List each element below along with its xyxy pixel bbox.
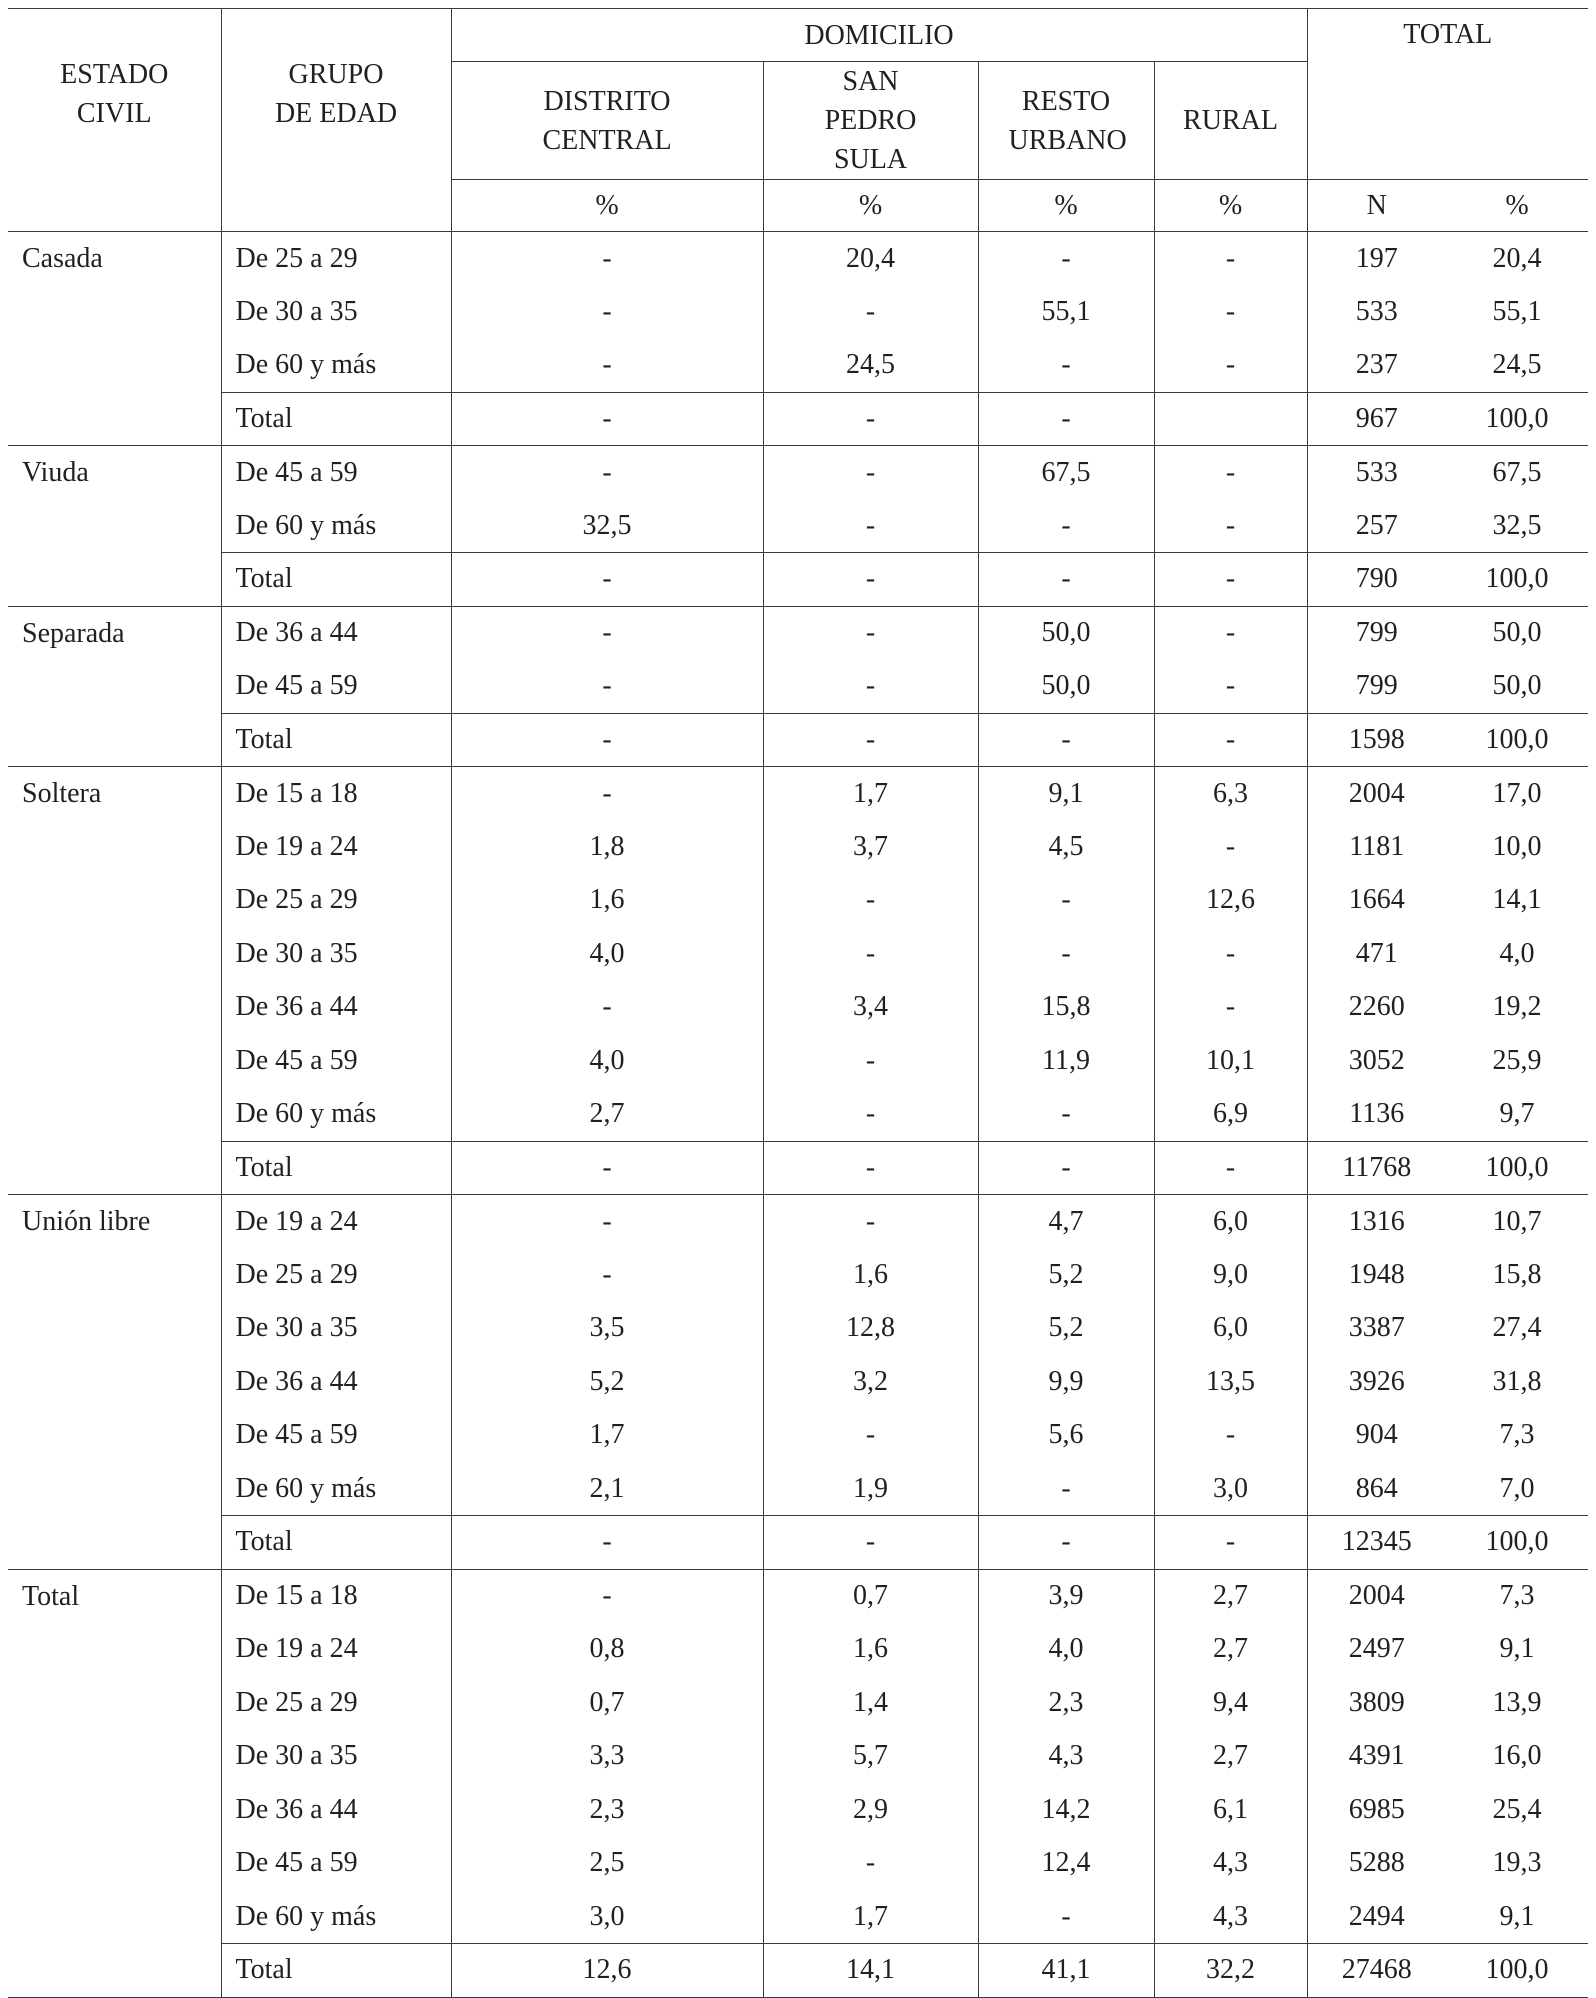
resto-urbano-cell: 4,5 xyxy=(978,820,1154,874)
resto-urbano-cell: - xyxy=(978,927,1154,981)
rural-cell: - xyxy=(1154,660,1307,714)
san-pedro-sula-cell: - xyxy=(763,660,978,714)
distrito-central-cell: 4,0 xyxy=(451,927,763,981)
total-pct-cell: 67,5 xyxy=(1446,446,1588,500)
header-pct: % xyxy=(978,180,1154,232)
table-row xyxy=(8,1783,1588,1837)
total-n-cell: 6985 xyxy=(1307,1783,1446,1837)
age-group-cell: De 36 a 44 xyxy=(221,981,451,1035)
total-pct-cell: 50,0 xyxy=(1446,606,1588,660)
subtotal-label: Total xyxy=(221,1944,451,1998)
resto-urbano-cell: 9,9 xyxy=(978,1355,1154,1409)
san-pedro-sula-cell: 1,6 xyxy=(763,1248,978,1302)
total-n-cell: 533 xyxy=(1307,285,1446,339)
header-distrito-central: DISTRITO CENTRAL xyxy=(451,62,763,180)
total-n-cell: 2494 xyxy=(1307,1890,1446,1944)
table-row xyxy=(8,1623,1588,1677)
rural-cell: 6,3 xyxy=(1154,767,1307,821)
total-n-cell: 197 xyxy=(1307,232,1446,286)
san-pedro-sula-cell: 1,4 xyxy=(763,1676,978,1730)
total-n-cell: 1598 xyxy=(1307,713,1446,767)
age-group-cell: De 30 a 35 xyxy=(221,1302,451,1356)
table-row xyxy=(8,499,1588,553)
distrito-central-cell: 3,0 xyxy=(451,1890,763,1944)
total-pct-cell: 7,0 xyxy=(1499,1472,1535,1504)
resto-urbano-cell: - xyxy=(978,1516,1154,1570)
total-n-cell: 1136 xyxy=(1307,1088,1446,1142)
san-pedro-sula-cell: - xyxy=(763,1516,978,1570)
rural-cell: 13,5 xyxy=(1154,1355,1307,1409)
distrito-central-cell: - xyxy=(451,446,763,500)
rural-cell: 6,1 xyxy=(1154,1783,1307,1837)
age-group-cell: De 45 a 59 xyxy=(221,446,451,500)
table-row xyxy=(8,874,1588,928)
age-group-cell: De 19 a 24 xyxy=(221,820,451,874)
rural-cell: 12,6 xyxy=(1154,874,1307,928)
total-n-cell: 533 xyxy=(1307,446,1446,500)
resto-urbano-cell: 9,1 xyxy=(978,767,1154,821)
total-pct-cell: 25,4 xyxy=(1492,1793,1542,1825)
total-n-cell: 904 xyxy=(1307,1409,1446,1463)
rural-cell: 6,9 xyxy=(1154,1088,1307,1142)
total-pct-cell: 31,8 xyxy=(1492,1365,1542,1397)
rural-cell: - xyxy=(1154,713,1307,767)
total-n-cell: 3052 xyxy=(1307,1034,1446,1088)
header-rural: RURAL xyxy=(1154,62,1307,180)
distrito-central-cell: 1,7 xyxy=(451,1409,763,1463)
estado-civil-cell: Viuda xyxy=(8,446,221,607)
table-row xyxy=(8,1088,1588,1142)
distrito-central-cell: 0,7 xyxy=(451,1676,763,1730)
resto-urbano-cell: 14,2 xyxy=(978,1783,1154,1837)
distrito-central-cell: 1,8 xyxy=(451,820,763,874)
table-row xyxy=(8,232,1588,286)
san-pedro-sula-cell: 5,7 xyxy=(763,1730,978,1784)
age-group-cell: De 19 a 24 xyxy=(221,1195,451,1249)
age-group-cell: De 36 a 44 xyxy=(221,606,451,660)
rural-cell xyxy=(1154,392,1307,446)
table-row xyxy=(8,606,1588,660)
table-row xyxy=(8,1195,1588,1249)
resto-urbano-cell: 41,1 xyxy=(978,1944,1154,1998)
rural-cell: 10,1 xyxy=(1154,1034,1307,1088)
table-row xyxy=(8,1837,1588,1891)
table-row xyxy=(8,820,1588,874)
san-pedro-sula-cell: - xyxy=(763,874,978,928)
total-pct-cell: 100,0 xyxy=(1446,1516,1588,1570)
subtotal-label: Total xyxy=(221,1141,451,1195)
distrito-central-cell: 5,2 xyxy=(451,1355,763,1409)
total-pct-cell: 17,0 xyxy=(1446,767,1588,821)
san-pedro-sula-cell: - xyxy=(763,1195,978,1249)
total-n-cell: 1316 xyxy=(1307,1195,1446,1249)
estado-civil-cell: Unión libre xyxy=(8,1195,221,1570)
age-group-cell: De 36 a 44 xyxy=(221,1355,451,1409)
rural-cell: - xyxy=(1154,446,1307,500)
san-pedro-sula-cell: 14,1 xyxy=(763,1944,978,1998)
resto-urbano-cell: 15,8 xyxy=(978,981,1154,1035)
age-group-cell: De 45 a 59 xyxy=(221,1034,451,1088)
total-n-cell: 2260 xyxy=(1307,981,1446,1035)
age-group-cell: De 30 a 35 xyxy=(221,1730,451,1784)
distrito-central-cell: 12,6 xyxy=(451,1944,763,1998)
resto-urbano-cell: - xyxy=(978,1141,1154,1195)
total-pct-cell: 24,5 xyxy=(1492,349,1542,380)
rural-cell: - xyxy=(1154,927,1307,981)
total-n-cell: 5288 xyxy=(1307,1837,1446,1891)
table-row xyxy=(8,1944,1588,1998)
table-row xyxy=(8,1676,1588,1730)
san-pedro-sula-cell: 1,9 xyxy=(763,1462,978,1516)
table-row xyxy=(8,1355,1588,1409)
resto-urbano-cell: - xyxy=(978,1088,1154,1142)
total-pct-cell: 100,0 xyxy=(1446,1141,1588,1195)
table-row xyxy=(8,392,1588,446)
total-pct-cell: 55,1 xyxy=(1492,295,1542,327)
resto-urbano-cell: - xyxy=(978,1890,1154,1944)
resto-urbano-cell: 50,0 xyxy=(978,660,1154,714)
resto-urbano-cell: - xyxy=(978,392,1154,446)
rural-cell: - xyxy=(1154,1516,1307,1570)
distrito-central-cell: 1,6 xyxy=(451,874,763,928)
distrito-central-cell: - xyxy=(451,1195,763,1249)
distrito-central-cell: 0,8 xyxy=(451,1623,763,1677)
age-group-cell: De 60 y más xyxy=(221,1462,451,1516)
resto-urbano-cell: 12,4 xyxy=(978,1837,1154,1891)
table-row xyxy=(8,1462,1588,1516)
header-total: TOTAL xyxy=(1307,9,1588,180)
total-pct-cell: 16,0 xyxy=(1492,1740,1542,1772)
rural-cell: 9,0 xyxy=(1154,1248,1307,1302)
rural-cell: - xyxy=(1154,1141,1307,1195)
table-row xyxy=(8,285,1588,339)
rural-cell: - xyxy=(1154,339,1307,393)
table-row xyxy=(8,1516,1588,1570)
san-pedro-sula-cell: 1,6 xyxy=(763,1623,978,1677)
distrito-central-cell: - xyxy=(451,553,763,607)
distrito-central-cell: - xyxy=(451,1141,763,1195)
rural-cell: 2,7 xyxy=(1154,1730,1307,1784)
age-group-cell: De 15 a 18 xyxy=(221,767,451,821)
distrito-central-cell: - xyxy=(451,660,763,714)
table-row xyxy=(8,981,1588,1035)
age-group-cell: De 60 y más xyxy=(221,339,451,393)
table-body xyxy=(8,232,1588,1998)
rural-cell: 4,3 xyxy=(1154,1837,1307,1891)
san-pedro-sula-cell: 3,4 xyxy=(763,981,978,1035)
distrito-central-cell: 3,5 xyxy=(451,1302,763,1356)
resto-urbano-cell: 5,2 xyxy=(978,1302,1154,1356)
total-pct-cell: 14,1 xyxy=(1492,884,1542,916)
resto-urbano-cell: 4,0 xyxy=(978,1623,1154,1677)
table-row xyxy=(8,1409,1588,1463)
header-resto-urbano: RESTO URBANO xyxy=(978,62,1154,180)
age-group-cell: De 60 y más xyxy=(221,1890,451,1944)
header-pct: % xyxy=(1154,180,1307,232)
rural-cell: 3,0 xyxy=(1154,1462,1307,1516)
distrito-central-cell: 3,3 xyxy=(451,1730,763,1784)
distrito-central-cell: - xyxy=(451,606,763,660)
resto-urbano-cell: - xyxy=(978,874,1154,928)
san-pedro-sula-cell: - xyxy=(763,499,978,553)
total-n-cell: 471 xyxy=(1307,927,1446,981)
rural-cell: 6,0 xyxy=(1154,1195,1307,1249)
table-row xyxy=(8,1569,1588,1623)
age-group-cell: De 25 a 29 xyxy=(221,1248,451,1302)
resto-urbano-cell: 50,0 xyxy=(978,606,1154,660)
total-n-cell: 799 xyxy=(1307,660,1446,714)
resto-urbano-cell: - xyxy=(978,232,1154,286)
total-n-cell: 790 xyxy=(1307,553,1446,607)
total-pct-cell: 9,1 xyxy=(1499,1900,1535,1932)
age-group-cell: De 30 a 35 xyxy=(221,927,451,981)
rural-cell: 2,7 xyxy=(1154,1623,1307,1677)
distrito-central-cell: 2,3 xyxy=(451,1783,763,1837)
age-group-cell: De 60 y más xyxy=(221,499,451,553)
table-row xyxy=(8,767,1588,821)
total-n-cell: 257 xyxy=(1307,499,1446,553)
total-n-cell: 967 xyxy=(1307,392,1446,446)
san-pedro-sula-cell: 1,7 xyxy=(763,1890,978,1944)
distrito-central-cell: 2,1 xyxy=(451,1462,763,1516)
estado-civil-cell: Separada xyxy=(8,606,221,767)
age-group-cell: De 60 y más xyxy=(221,1088,451,1142)
table-row xyxy=(8,553,1588,607)
estado-civil-cell: Soltera xyxy=(8,767,221,1195)
table-row xyxy=(8,446,1588,500)
age-group-cell: De 45 a 59 xyxy=(221,1409,451,1463)
subtotal-label: Total xyxy=(221,713,451,767)
total-pct-cell: 10,0 xyxy=(1492,830,1542,862)
resto-urbano-cell: 4,7 xyxy=(978,1195,1154,1249)
resto-urbano-cell: 2,3 xyxy=(978,1676,1154,1730)
header-pct: % xyxy=(1446,180,1588,232)
rural-cell: - xyxy=(1154,820,1307,874)
san-pedro-sula-cell: - xyxy=(763,713,978,767)
total-pct-cell: 19,2 xyxy=(1492,991,1542,1023)
data-table xyxy=(8,8,1588,1998)
rural-cell: - xyxy=(1154,606,1307,660)
age-group-cell: De 19 a 24 xyxy=(221,1623,451,1677)
total-pct-cell: 15,8 xyxy=(1492,1258,1542,1290)
rural-cell: 4,3 xyxy=(1154,1890,1307,1944)
total-n-cell: 2497 xyxy=(1307,1623,1446,1677)
header-grupo-de-edad: GRUPO DE EDAD xyxy=(221,9,451,180)
distrito-central-cell: 2,5 xyxy=(451,1837,763,1891)
distrito-central-cell: - xyxy=(451,767,763,821)
total-pct-cell: 20,4 xyxy=(1492,242,1542,274)
distrito-central-cell: - xyxy=(451,392,763,446)
total-pct-cell: 4,0 xyxy=(1499,937,1535,969)
distrito-central-cell: 4,0 xyxy=(451,1034,763,1088)
estado-civil-cell: Casada xyxy=(22,243,103,274)
total-n-cell: 27468 xyxy=(1307,1944,1446,1998)
header-pct: % xyxy=(763,180,978,232)
resto-urbano-cell: 4,3 xyxy=(978,1730,1154,1784)
table-row xyxy=(8,1034,1588,1088)
resto-urbano-cell: - xyxy=(978,499,1154,553)
age-group-cell: De 36 a 44 xyxy=(221,1783,451,1837)
table-header xyxy=(8,9,1588,232)
table-row xyxy=(8,339,1588,393)
resto-urbano-cell: 3,9 xyxy=(978,1569,1154,1623)
resto-urbano-cell: - xyxy=(978,713,1154,767)
distrito-central-cell: 32,5 xyxy=(451,499,763,553)
san-pedro-sula-cell: 3,2 xyxy=(763,1355,978,1409)
total-n-cell: 1948 xyxy=(1307,1248,1446,1302)
total-pct-cell: 100,0 xyxy=(1446,553,1588,607)
total-n-cell: 3926 xyxy=(1307,1355,1446,1409)
total-n-cell: 2004 xyxy=(1307,1569,1446,1623)
age-group-cell: De 30 a 35 xyxy=(221,285,451,339)
age-group-cell: De 25 a 29 xyxy=(221,1676,451,1730)
san-pedro-sula-cell: 1,7 xyxy=(763,767,978,821)
table-row xyxy=(8,1890,1588,1944)
distrito-central-cell: - xyxy=(451,232,763,286)
age-group-cell: De 45 a 59 xyxy=(221,660,451,714)
total-pct-cell: 19,3 xyxy=(1492,1847,1542,1879)
rural-cell: 9,4 xyxy=(1154,1676,1307,1730)
total-n-cell: 11768 xyxy=(1307,1141,1446,1195)
distrito-central-cell: - xyxy=(451,339,763,393)
table-row xyxy=(8,713,1588,767)
header-domicilio: DOMICILIO xyxy=(451,9,1307,62)
san-pedro-sula-cell: - xyxy=(763,927,978,981)
distrito-central-cell: - xyxy=(451,713,763,767)
resto-urbano-cell: 55,1 xyxy=(978,285,1154,339)
total-n-cell: 4391 xyxy=(1307,1730,1446,1784)
age-group-cell: De 45 a 59 xyxy=(221,1837,451,1891)
distrito-central-cell: - xyxy=(451,1516,763,1570)
table-row xyxy=(8,1302,1588,1356)
rural-cell: - xyxy=(1154,553,1307,607)
distrito-central-cell: - xyxy=(451,1248,763,1302)
total-n-cell: 237 xyxy=(1307,339,1446,393)
rural-cell: - xyxy=(1154,232,1307,286)
header-n: N xyxy=(1307,180,1446,232)
san-pedro-sula-cell: - xyxy=(763,1409,978,1463)
total-pct-cell: 100,0 xyxy=(1446,713,1588,767)
total-pct-cell: 32,5 xyxy=(1492,509,1542,541)
distrito-central-cell: - xyxy=(451,1569,763,1623)
total-n-cell: 12345 xyxy=(1307,1516,1446,1570)
age-group-cell: De 15 a 18 xyxy=(221,1569,451,1623)
rural-cell: - xyxy=(1154,285,1307,339)
total-n-cell: 3387 xyxy=(1307,1302,1446,1356)
san-pedro-sula-cell: - xyxy=(763,1034,978,1088)
rural-cell: 2,7 xyxy=(1154,1569,1307,1623)
total-pct-cell: 9,7 xyxy=(1499,1098,1535,1129)
total-pct-cell: 7,3 xyxy=(1446,1569,1588,1623)
total-n-cell: 2004 xyxy=(1307,767,1446,821)
rural-cell: - xyxy=(1154,499,1307,553)
san-pedro-sula-cell: - xyxy=(763,1141,978,1195)
san-pedro-sula-cell: 2,9 xyxy=(763,1783,978,1837)
san-pedro-sula-cell: 3,7 xyxy=(763,820,978,874)
san-pedro-sula-cell: - xyxy=(763,392,978,446)
subtotal-label: Total xyxy=(221,392,451,446)
distrito-central-cell: - xyxy=(451,285,763,339)
distrito-central-cell: 2,7 xyxy=(451,1088,763,1142)
estado-civil-cell: Total xyxy=(8,1569,221,1997)
rural-cell: - xyxy=(1154,1409,1307,1463)
total-pct-cell: 50,0 xyxy=(1492,670,1542,701)
rural-cell: - xyxy=(1154,981,1307,1035)
total-n-cell: 799 xyxy=(1307,606,1446,660)
resto-urbano-cell: - xyxy=(978,339,1154,393)
san-pedro-sula-cell: - xyxy=(763,285,978,339)
distrito-central-cell: - xyxy=(451,981,763,1035)
subtotal-label: Total xyxy=(221,553,451,607)
total-pct-cell: 100,0 xyxy=(1446,1944,1588,1998)
rural-cell: 6,0 xyxy=(1154,1302,1307,1356)
header-pct: % xyxy=(451,180,763,232)
total-n-cell: 1181 xyxy=(1307,820,1446,874)
total-n-cell: 3809 xyxy=(1307,1676,1446,1730)
rural-cell: 32,2 xyxy=(1154,1944,1307,1998)
table-row xyxy=(8,660,1588,714)
age-group-cell: De 25 a 29 xyxy=(221,232,451,286)
table-row xyxy=(8,1141,1588,1195)
subtotal-label: Total xyxy=(221,1516,451,1570)
total-pct-cell: 100,0 xyxy=(1446,392,1588,446)
san-pedro-sula-cell: - xyxy=(763,553,978,607)
total-pct-cell: 13,9 xyxy=(1492,1686,1542,1718)
resto-urbano-cell: 5,6 xyxy=(978,1409,1154,1463)
total-n-cell: 1664 xyxy=(1307,874,1446,928)
resto-urbano-cell: 11,9 xyxy=(978,1034,1154,1088)
san-pedro-sula-cell: - xyxy=(763,1088,978,1142)
resto-urbano-cell: - xyxy=(978,1462,1154,1516)
resto-urbano-cell: 5,2 xyxy=(978,1248,1154,1302)
total-pct-cell: 27,4 xyxy=(1492,1312,1542,1344)
total-pct-cell: 9,1 xyxy=(1499,1633,1535,1665)
total-pct-cell: 25,9 xyxy=(1492,1044,1542,1076)
table-row xyxy=(8,1730,1588,1784)
table-row xyxy=(8,927,1588,981)
total-pct-cell: 10,7 xyxy=(1446,1195,1588,1249)
header-estado-civil: ESTADO CIVIL xyxy=(8,9,221,180)
age-group-cell: De 25 a 29 xyxy=(221,874,451,928)
table-row xyxy=(8,1248,1588,1302)
total-n-cell: 864 xyxy=(1307,1462,1446,1516)
total-pct-cell: 7,3 xyxy=(1499,1419,1535,1451)
resto-urbano-cell: - xyxy=(978,553,1154,607)
san-pedro-sula-cell: 0,7 xyxy=(763,1569,978,1623)
resto-urbano-cell: 67,5 xyxy=(978,446,1154,500)
san-pedro-sula-cell: - xyxy=(763,1837,978,1891)
san-pedro-sula-cell: - xyxy=(763,446,978,500)
san-pedro-sula-cell: 20,4 xyxy=(763,232,978,286)
header-san-pedro-sula: SAN PEDRO SULA xyxy=(763,62,978,180)
san-pedro-sula-cell: - xyxy=(763,606,978,660)
san-pedro-sula-cell: 12,8 xyxy=(763,1302,978,1356)
san-pedro-sula-cell: 24,5 xyxy=(763,339,978,393)
